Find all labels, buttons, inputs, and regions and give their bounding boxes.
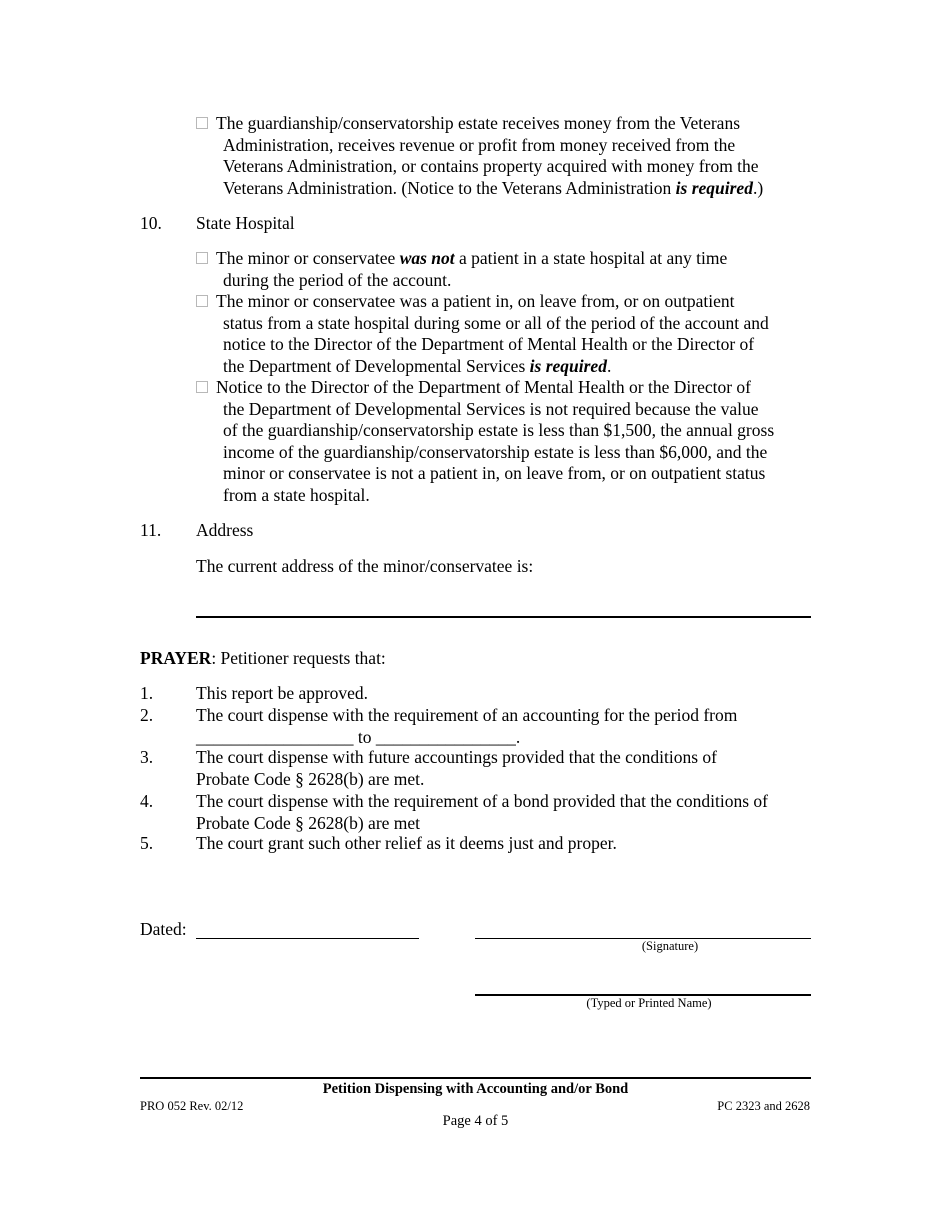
section-11-number: 11. — [140, 520, 162, 540]
state-hospital-option-3: Notice to the Director of the Department of Mental Health or the Director of the Department of Developmental Services is not required because the value of the guardianship/conservatorship estate is less than $1,500, the annual gross income of the guardianship/conservatorship estate is less than $6,000, and the minor or conservatee is not a patient in, on leave from, or on outpatient status from a state hospital. — [196, 377, 774, 506]
va-line-3: Veterans Administration, or contains property acquired with money from the — [223, 156, 759, 176]
section-11-title: Address — [196, 520, 254, 540]
printed-name-caption: (Typed or Printed Name) — [586, 996, 712, 1010]
state-hospital-option-2: The minor or conservatee was a patient in, on leave from, or on outpatient status from a state hospital during some or all of the period of the account and notice to the Director of the Department of Mental Health or the Director of the Department of Developmental Services is required. — [196, 291, 769, 377]
state-hospital-option-1: The minor or conservatee was not a patient in a state hospital at any time during the period of the account. — [196, 248, 727, 291]
accounting-period-blanks[interactable]: __________________ to ________________. — [196, 727, 521, 747]
address-prompt: The current address of the minor/conservatee is: — [196, 556, 534, 576]
prayer-heading: PRAYER: Petitioner requests that: — [140, 648, 386, 668]
prayer-item-5-text: The court grant such other relief as it deems just and proper. — [196, 833, 617, 853]
va-line-4: Veterans Administration. (Notice to the Veterans Administration is required.) — [223, 177, 764, 198]
date-field-line[interactable] — [196, 938, 419, 939]
state-hospital-checkbox-3[interactable] — [196, 381, 208, 393]
state-hospital-option-3-line-2: the Department of Developmental Services is not required because the value — [223, 398, 759, 419]
address-field-line[interactable] — [196, 616, 811, 618]
va-line-2: Administration, receives revenue or profit from money received from the — [223, 134, 736, 155]
state-hospital-option-2-line-2: status from a state hospital during some or all of the period of the account and — [223, 312, 769, 333]
footer-codes: PC 2323 and 2628 — [717, 1099, 810, 1113]
footer-title: Petition Dispensing with Accounting and/or Bond — [322, 1081, 629, 1097]
state-hospital-option-1-line-2: during the period of the account. — [223, 269, 452, 290]
va-line-1: The guardianship/conservatorship estate receives money from the Veterans — [216, 113, 741, 133]
state-hospital-option-3-line-6: from a state hospital. — [223, 484, 370, 505]
footer-form-id: PRO 052 Rev. 02/12 — [140, 1099, 244, 1113]
dated-label: Dated: — [140, 919, 187, 939]
state-hospital-option-2-line-4: the Department of Developmental Services is required. — [223, 355, 612, 376]
state-hospital-option-3-line-5: minor or conservatee is not a patient in, on leave from, or on outpatient status — [223, 463, 766, 483]
page-number: Page 4 of 5 — [442, 1113, 509, 1129]
va-checkbox-item — [196, 113, 763, 199]
prayer-item-4-number: 4. — [140, 791, 154, 811]
prayer-item-2-text: The court dispense with the requirement of an accounting for the period from — [196, 705, 738, 725]
section-10-number: 10. — [140, 213, 162, 233]
state-hospital-option-3-line-3: of the guardianship/conservatorship estate is less than $1,500, the annual gross — [223, 420, 775, 440]
prayer-item-3-line-2: Probate Code § 2628(b) are met. — [196, 769, 425, 789]
prayer-item-3-number: 3. — [140, 747, 154, 767]
state-hospital-checkbox-2[interactable] — [196, 295, 208, 307]
state-hospital-option-2-line-3: notice to the Director of the Department of Mental Health or the Director of — [223, 334, 755, 354]
section-10-title: State Hospital — [196, 213, 295, 233]
state-hospital-option-3-line-4: income of the guardianship/conservatorship estate is less than $6,000, and the — [223, 441, 768, 462]
prayer-item-4-text: The court dispense with the requirement of a bond provided that the conditions of — [196, 791, 769, 811]
state-hospital-checkbox-1[interactable] — [196, 252, 208, 264]
prayer-item-1-number: 1. — [140, 683, 154, 703]
prayer-item-5-number: 5. — [140, 833, 154, 853]
prayer-item-3-text: The court dispense with future accountings provided that the conditions of — [196, 747, 717, 767]
prayer-item-4-line-2: Probate Code § 2628(b) are met — [196, 813, 421, 833]
va-checkbox[interactable] — [196, 117, 208, 129]
footer-rule — [140, 1077, 811, 1079]
prayer-item-1-text: This report be approved. — [196, 683, 369, 703]
signature-caption: (Signature) — [641, 939, 699, 953]
prayer-item-2-number: 2. — [140, 705, 154, 725]
